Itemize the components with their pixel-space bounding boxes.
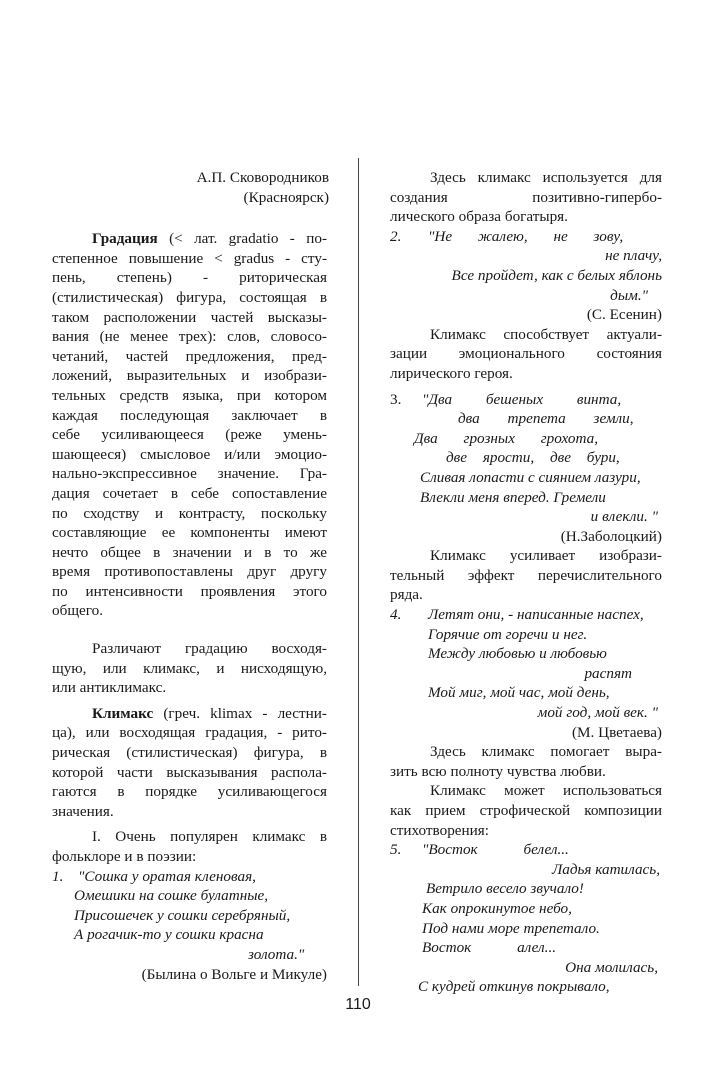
- paragraph-line: тельный эффект перечислительного: [390, 566, 662, 584]
- example-source: (Н.Заболоцкий): [560, 527, 662, 545]
- page-number: 110: [345, 996, 371, 1013]
- term-gradation: Градация: [92, 230, 158, 248]
- verse-line: Два грозных грохота,: [414, 429, 599, 447]
- folklore-line: I. Очень популярен климакс в: [92, 828, 327, 846]
- definition-line: нечто общее в значении и в то же: [52, 543, 327, 561]
- verse-line: Как опрокинутое небо,: [422, 899, 572, 917]
- verse-line: Она молилась,: [565, 958, 658, 976]
- verse-line: С кудрей откинув покрывало,: [418, 978, 610, 996]
- example-number: 4.: [390, 606, 402, 624]
- example-number: 2.: [390, 227, 402, 245]
- example-number: 3.: [390, 390, 402, 408]
- example-4: [390, 605, 662, 742]
- example-number: 5.: [390, 841, 402, 859]
- verse-line: Влекли меня вперед. Гремели: [420, 488, 606, 506]
- example-2: [390, 227, 662, 325]
- paragraph-line: Здесь климакс используется для: [430, 169, 662, 186]
- paragraph-line: Климакс способствует актуали-: [430, 325, 662, 343]
- verse-line: дым.": [610, 286, 648, 304]
- paragraph-line: Здесь климакс помогает выра-: [430, 743, 662, 761]
- climax-line: гаются в порядке усиливающегося: [52, 783, 327, 801]
- climax-line: значения.: [52, 802, 114, 820]
- folklore-line: фольклоре и в поэзии:: [52, 848, 197, 865]
- climax-line: которой части высказывания распола-: [52, 763, 327, 781]
- verse-line: золота.": [248, 945, 305, 963]
- verse-line: Горячие от горечи и нег.: [428, 625, 588, 643]
- verse-line: Ладья катилась,: [551, 860, 660, 878]
- definition-line: составляющие ее компоненты имеют: [52, 524, 327, 542]
- author-name: А.П. Сковородников: [196, 169, 329, 186]
- paragraph-line: стихотворения:: [390, 821, 490, 839]
- climax-line: рическая (стилистическая) фигура, в: [52, 744, 327, 762]
- paragraph-line: лического образа богатыря.: [390, 208, 568, 226]
- left-column: [52, 168, 327, 984]
- paragraph-line: лирического героя.: [390, 364, 513, 382]
- verse-line: Восток алел...: [422, 939, 557, 957]
- verse-line: Между любовью и любовью: [428, 645, 607, 663]
- definition-line: четаний, частей предложения, пред-: [52, 347, 327, 365]
- definition-line: себе усиливающееся (реже умень-: [52, 426, 327, 444]
- paragraph-line: зации эмоционального состояния: [390, 345, 662, 363]
- definition-line: степенное повышение < gradus - сту-: [52, 249, 327, 267]
- verse-line: два трепета земли,: [458, 410, 634, 428]
- definition-line: по сходству и контрасту, поскольку: [52, 504, 327, 522]
- verse-line: не плачу,: [605, 247, 662, 265]
- definition-line: Градация (< лат. gradatio - по-: [92, 230, 327, 248]
- verse-line: "Восток белел...: [422, 841, 569, 859]
- types-line: Различают градацию восходя-: [92, 640, 327, 658]
- example-source: (С. Есенин): [586, 306, 662, 324]
- definition-line: нально-экспрессивное значение. Гра-: [52, 465, 327, 483]
- paragraph-line: как прием строфической композиции: [390, 802, 662, 819]
- definition-line: таком расположении частей высказы-: [52, 308, 327, 326]
- definition-line: шающееся) смысловое и/или эмоцио-: [52, 445, 327, 463]
- verse-line: две ярости, две бури,: [446, 449, 620, 467]
- author-city: (Красноярск): [243, 188, 329, 206]
- example-5: [390, 840, 662, 997]
- verse-line: распят: [584, 664, 632, 682]
- verse-line: и влекли. ": [590, 508, 658, 526]
- climax-line: ца), или восходящая градация, - рито-: [52, 724, 327, 742]
- definition-line: дация сочетает в себе сопоставление: [52, 484, 327, 502]
- verse-line: "Не жалею, не зову,: [428, 227, 624, 245]
- column-divider: [358, 158, 359, 986]
- paragraph-line: Климакс может использоваться: [430, 782, 662, 800]
- verse-line: Омешики на сошке булатные,: [74, 887, 269, 905]
- paragraph-line: зить всю полноту чувства любви.: [390, 762, 606, 780]
- verse-line: Ветрило весело звучало!: [426, 880, 584, 898]
- definition-line: тельных средств языка, при котором: [52, 386, 327, 404]
- verse-line: А рогачик-то у сошки красна: [74, 926, 264, 944]
- verse-line: Под нами море трепетало.: [422, 919, 600, 937]
- paragraph-line: Климакс усиливает изобрази-: [430, 547, 662, 565]
- paragraph-line: ряда.: [390, 586, 423, 604]
- definition-line: по интенсивности проявления этого: [52, 582, 327, 600]
- definition-line: время противопоставлены друг другу: [52, 563, 327, 581]
- example-source: (Былина о Вольге и Микуле): [141, 965, 327, 983]
- verse-line: "Два бешеных винта,: [422, 390, 622, 408]
- definition-line: пень, степень) - риторическая: [52, 269, 327, 287]
- types-line: или антиклимакс.: [52, 679, 167, 697]
- definition-line: вания (не менее трех): слов, словосо-: [52, 328, 327, 346]
- paragraph-line: создания позитивно-гипербо-: [390, 188, 662, 206]
- example-3: [390, 390, 662, 547]
- verse-line: "Сошка у оратая кленовая,: [78, 867, 256, 885]
- verse-line: Летят они, - написанные наспех,: [428, 606, 644, 624]
- verse-line: Присошечек у сошки серебряный,: [74, 906, 291, 924]
- verse-line: Мой миг, мой час, мой день,: [428, 684, 610, 702]
- right-column: [390, 168, 662, 997]
- definition-line: (стилистическая) фигура, состоящая в: [52, 288, 327, 306]
- definition-line: каждая последующая заключает в: [52, 406, 327, 424]
- climax-line: Климакс (греч. klimax - лестни-: [92, 704, 327, 722]
- verse-line: Все пройдет, как с белых яблонь: [451, 266, 662, 284]
- example-source: (М. Цветаева): [571, 723, 662, 741]
- example-number: 1.: [52, 867, 64, 885]
- types-line: щую, или климакс, и нисходящую,: [52, 659, 327, 677]
- definition-line: ложений, выразительных и изобрази-: [52, 367, 327, 385]
- definition-line: общего.: [52, 602, 103, 620]
- verse-line: Сливая лопасти с сиянием лазури,: [420, 468, 641, 486]
- term-climax: Климакс: [92, 704, 154, 722]
- example-1: [52, 867, 327, 985]
- verse-line: мой год, мой век. ": [537, 704, 658, 722]
